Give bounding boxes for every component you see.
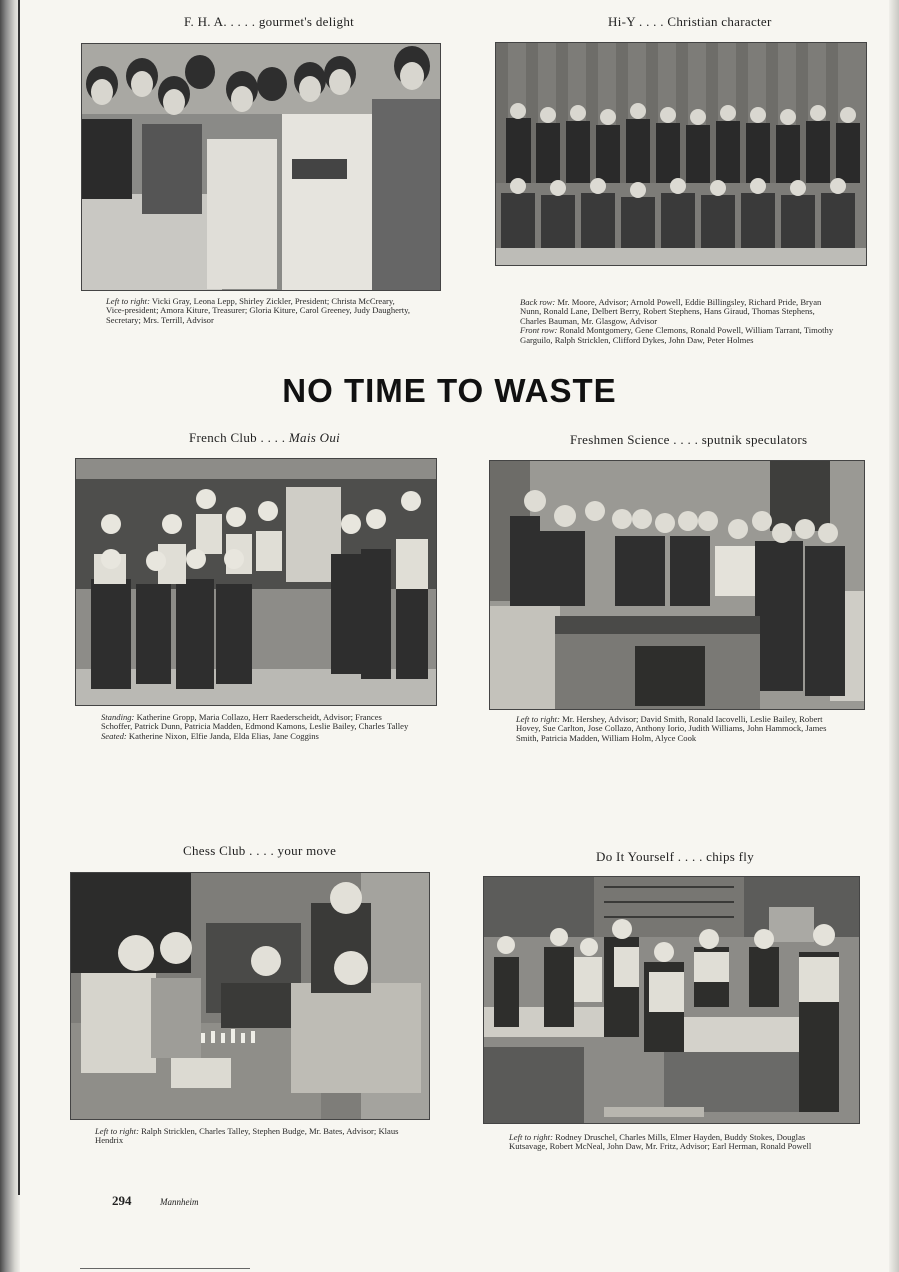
science-caption [516,715,838,743]
chess-heading: Chess Club . . . . your move [183,843,337,858]
page-title: NO TIME TO WASTE [282,372,617,409]
science-photo [489,460,865,710]
french-heading-italic: Mais Oui [288,430,341,445]
hiy-caption-text-2: Ronald Montgomery, Gene Clemons, Ronald Powell, William Tarrant, Timothy Garguilo, Ralph Stricklen, Clifford Dykes, John Daw, Peter Holmes [520,325,834,345]
french-heading-main: French Club . . . . [189,430,289,445]
hiy-photo [495,42,867,266]
diy-caption-text: Rodney Druschel, Charles Mills, Elmer Hayden, Buddy Stokes, Douglas Kutsavage, Robert McNeal, John Daw, Mr. Fritz, Advisor; Earl Herman, Ronald Powell [509,1132,812,1152]
chess-caption-text: Ralph Stricklen, Charles Talley, Stephen Budge, Mr. Bates, Advisor; Klaus Hendrix [95,1126,399,1146]
fha-photo [81,43,441,291]
fha-caption-text: Vicki Gray, Leona Lepp, Shirley Zickler, President; Christa McCreary, Vice-president; Amora Kiture, Treasurer; Gloria Kiture, Carol Greeney, Judy Daugherty, Secretary; Mrs. Terrill, Advisor [106,296,411,325]
diy-caption [509,1133,831,1152]
diy-photo [483,876,860,1124]
page-edge [889,0,899,1272]
book-name: Mannheim [160,1197,199,1207]
book-spine-shadow [0,0,20,1272]
page-number: 294 [112,1193,132,1208]
chess-caption-label: Left to right: [95,1126,139,1136]
fha-caption-label: Left to right: [106,296,150,306]
science-heading: Freshmen Science . . . . sputnik speculators [570,432,808,447]
hiy-caption-label-2: Front row: [520,325,558,336]
bottom-rule [80,1268,250,1269]
hiy-heading: Hi-Y . . . . Christian character [608,14,772,29]
diy-caption-label: Left to right: [509,1132,553,1142]
hiy-caption-label: Back row: [520,297,556,307]
french-caption-text-2: Katherine Nixon, Elfie Janda, Elda Elias, Jane Coggins [126,730,319,741]
french-caption-label-2: Seated: [101,730,127,741]
french-caption-text: Katherine Gropp, Maria Collazo, Herr Raederscheidt, Advisor; Frances Schoffer, Patrick Dunn, Patricia Madden, Edmond Kamons, Leslie Bailey, Charles Talley [101,712,409,732]
french-caption-label: Standing: [101,712,135,722]
science-caption-label: Left to right: [516,714,560,724]
fha-heading: F. H. A. . . . . gourmet's delight [184,14,355,29]
hiy-caption [520,298,838,345]
chess-photo [70,872,430,1120]
chess-caption [95,1127,415,1146]
science-caption-text: Mr. Hershey, Advisor; David Smith, Ronald Iacovelli, Leslie Bailey, Robert Hovey, Sue Carlton, Jose Collazo, Anthony Iorio, Judith Williams, John Hammock, James Smith, Patricia Madden, William Holm, Alyce Cook [516,714,827,743]
hiy-caption-text: Mr. Moore, Advisor; Arnold Powell, Eddie Billingsley, Richard Pride, Bryan Nunn, Ronald Lane, Delbert Berry, Robert Stephens, Hans Giraud, Thomas Stephens, Charles Bauman, Mr. Glasgow, Advisor [520,297,822,326]
fha-caption [106,297,412,325]
french-heading [189,430,340,446]
spine-line [18,0,20,1195]
french-club-photo [75,458,437,706]
french-caption [101,713,411,741]
diy-heading: Do It Yourself . . . . chips fly [596,849,755,864]
